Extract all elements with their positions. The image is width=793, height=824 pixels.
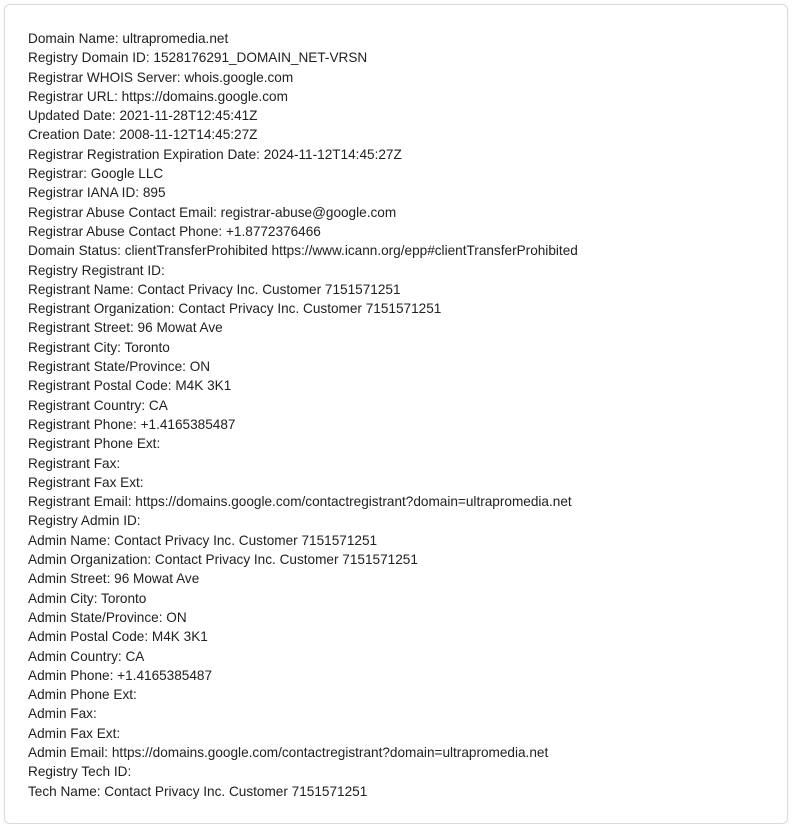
whois-line-creation-date: Creation Date: 2008-11-12T14:45:27Z xyxy=(28,127,258,143)
whois-line-admin-country: Admin Country: CA xyxy=(28,648,145,664)
whois-line-registrant-name: Registrant Name: Contact Privacy Inc. Customer 7151571251 xyxy=(28,281,401,297)
whois-line-updated-date: Updated Date: 2021-11-28T12:45:41Z xyxy=(28,108,258,124)
whois-line-registrar-iana-id: Registrar IANA ID: 895 xyxy=(28,185,166,201)
whois-card xyxy=(4,4,788,824)
whois-line-registry-registrant-id: Registry Registrant ID: xyxy=(28,262,165,278)
whois-line-registrant-email: Registrant Email: https://domains.google.com/contactregistrant?domain=ultrapromedia.net xyxy=(28,494,572,510)
whois-line-registry-admin-id: Registry Admin ID: xyxy=(28,513,141,529)
whois-line-abuse-email: Registrar Abuse Contact Email: registrar-abuse@google.com xyxy=(28,204,397,220)
whois-line-registrar-url: Registrar URL: https://domains.google.com xyxy=(28,88,288,104)
whois-line-registry-tech-id: Registry Tech ID: xyxy=(28,764,132,780)
whois-line-admin-postal-code: Admin Postal Code: M4K 3K1 xyxy=(28,629,208,645)
whois-line-registry-domain-id: Registry Domain ID: 1528176291_DOMAIN_NET-VRSN xyxy=(28,50,368,66)
whois-line-registrant-state: Registrant State/Province: ON xyxy=(28,359,211,375)
whois-line-registrant-fax: Registrant Fax: xyxy=(28,455,121,471)
whois-line-registrant-phone: Registrant Phone: +1.4165385487 xyxy=(28,416,236,432)
whois-line-registrant-street: Registrant Street: 96 Mowat Ave xyxy=(28,320,223,336)
whois-line-admin-fax: Admin Fax: xyxy=(28,706,97,722)
whois-line-admin-organization: Admin Organization: Contact Privacy Inc. Customer 7151571251 xyxy=(28,552,418,568)
whois-line-expiration-date: Registrar Registration Expiration Date: 2024-11-12T14:45:27Z xyxy=(28,146,402,162)
whois-line-admin-fax-ext: Admin Fax Ext: xyxy=(28,725,121,741)
whois-line-registrant-city: Registrant City: Toronto xyxy=(28,339,170,355)
whois-line-admin-city: Admin City: Toronto xyxy=(28,590,147,606)
whois-line-registrant-fax-ext: Registrant Fax Ext: xyxy=(28,474,144,490)
whois-line-admin-phone: Admin Phone: +1.4165385487 xyxy=(28,667,213,683)
whois-line-registrant-organization: Registrant Organization: Contact Privacy Inc. Customer 7151571251 xyxy=(28,301,442,317)
whois-record-list xyxy=(28,29,578,801)
whois-line-registrant-country: Registrant Country: CA xyxy=(28,397,168,413)
whois-line-registrant-phone-ext: Registrant Phone Ext: xyxy=(28,436,161,452)
whois-line-admin-name: Admin Name: Contact Privacy Inc. Customer 7151571251 xyxy=(28,532,378,548)
whois-line-domain-status: Domain Status: clientTransferProhibited https://www.icann.org/epp#clientTransferProhibited xyxy=(28,243,578,259)
whois-line-tech-name: Tech Name: Contact Privacy Inc. Customer 7151571251 xyxy=(28,783,368,799)
whois-line-domain-name: Domain Name: ultrapromedia.net xyxy=(28,31,229,46)
whois-line-admin-phone-ext: Admin Phone Ext: xyxy=(28,687,137,703)
whois-line-registrar: Registrar: Google LLC xyxy=(28,166,164,182)
whois-line-admin-state: Admin State/Province: ON xyxy=(28,609,187,625)
whois-line-registrant-postal-code: Registrant Postal Code: M4K 3K1 xyxy=(28,378,232,394)
whois-line-abuse-phone: Registrar Abuse Contact Phone: +1.8772376466 xyxy=(28,223,321,239)
whois-line-admin-street: Admin Street: 96 Mowat Ave xyxy=(28,571,200,587)
whois-line-registrar-whois-server: Registrar WHOIS Server: whois.google.com xyxy=(28,69,294,85)
whois-line-admin-email: Admin Email: https://domains.google.com/contactregistrant?domain=ultrapromedia.net xyxy=(28,744,549,760)
